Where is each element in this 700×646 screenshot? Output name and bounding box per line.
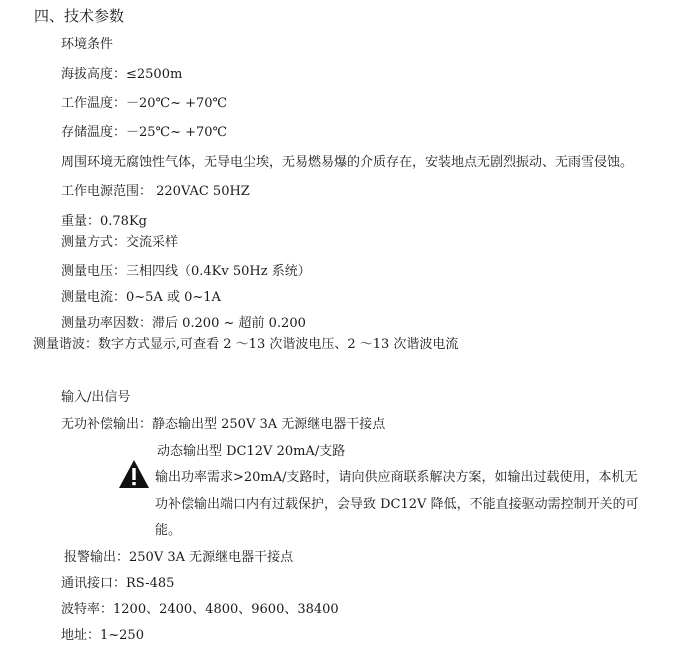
address-line: 地址：1~250	[61, 628, 144, 643]
measure-harmonics-line: 测量谐波：数字方式显示,可查看 2 ～13 次谐波电压、2 ～13 次谐波电流	[33, 337, 459, 352]
power-range-line: 工作电源范围： 220VAC 50HZ	[61, 184, 250, 199]
surroundings-line: 周围环境无腐蚀性气体，无导电尘埃，无易燃易爆的介质存在，安装地点无剧烈振动、无雨雪侵蚀。	[61, 155, 634, 170]
dynamic-output-line: 动态输出型 DC12V 20mA/支路	[157, 444, 346, 459]
reactive-output-line: 无功补偿输出：静态输出型 250V 3A 无源继电器干接点	[61, 417, 386, 432]
warning-line-3: 能。	[155, 523, 182, 538]
baud-rate-line: 波特率：1200、2400、4800、9600、38400	[61, 602, 339, 617]
env-title: 环境条件	[61, 37, 114, 52]
weight-line: 重量：0.78Kg	[61, 214, 147, 229]
altitude-line: 海拔高度：≤2500m	[61, 67, 183, 82]
warning-line-1: 输出功率需求>20mA/支路时，请向供应商联系解决方案，如输出过载使用，本机无	[155, 470, 638, 485]
work-temp-line: 工作温度：－20℃~ +70℃	[61, 96, 228, 111]
storage-temp-line: 存储温度：－25℃~ +70℃	[61, 125, 228, 140]
io-title: 输入/出信号	[61, 390, 131, 405]
warning-line-2: 功补偿输出端口内有过载保护，会导致 DC12V 降低，不能直接驱动需控制开关的可	[155, 497, 639, 512]
alarm-output-line: 报警输出：250V 3A 无源继电器干接点	[64, 550, 294, 565]
measure-pf-line: 测量功率因数：滞后 0.200 ~ 超前 0.200	[61, 316, 306, 331]
section-heading: 四、技术参数	[34, 7, 125, 25]
comm-interface-line: 通讯接口：RS-485	[61, 576, 175, 591]
warning-triangle-icon	[118, 459, 150, 489]
measure-voltage-line: 测量电压：三相四线（0.4Kv 50Hz 系统）	[61, 264, 311, 279]
measure-method-line: 测量方式：交流采样	[61, 235, 179, 250]
measure-current-line: 测量电流：0~5A 或 0~1A	[61, 290, 221, 305]
